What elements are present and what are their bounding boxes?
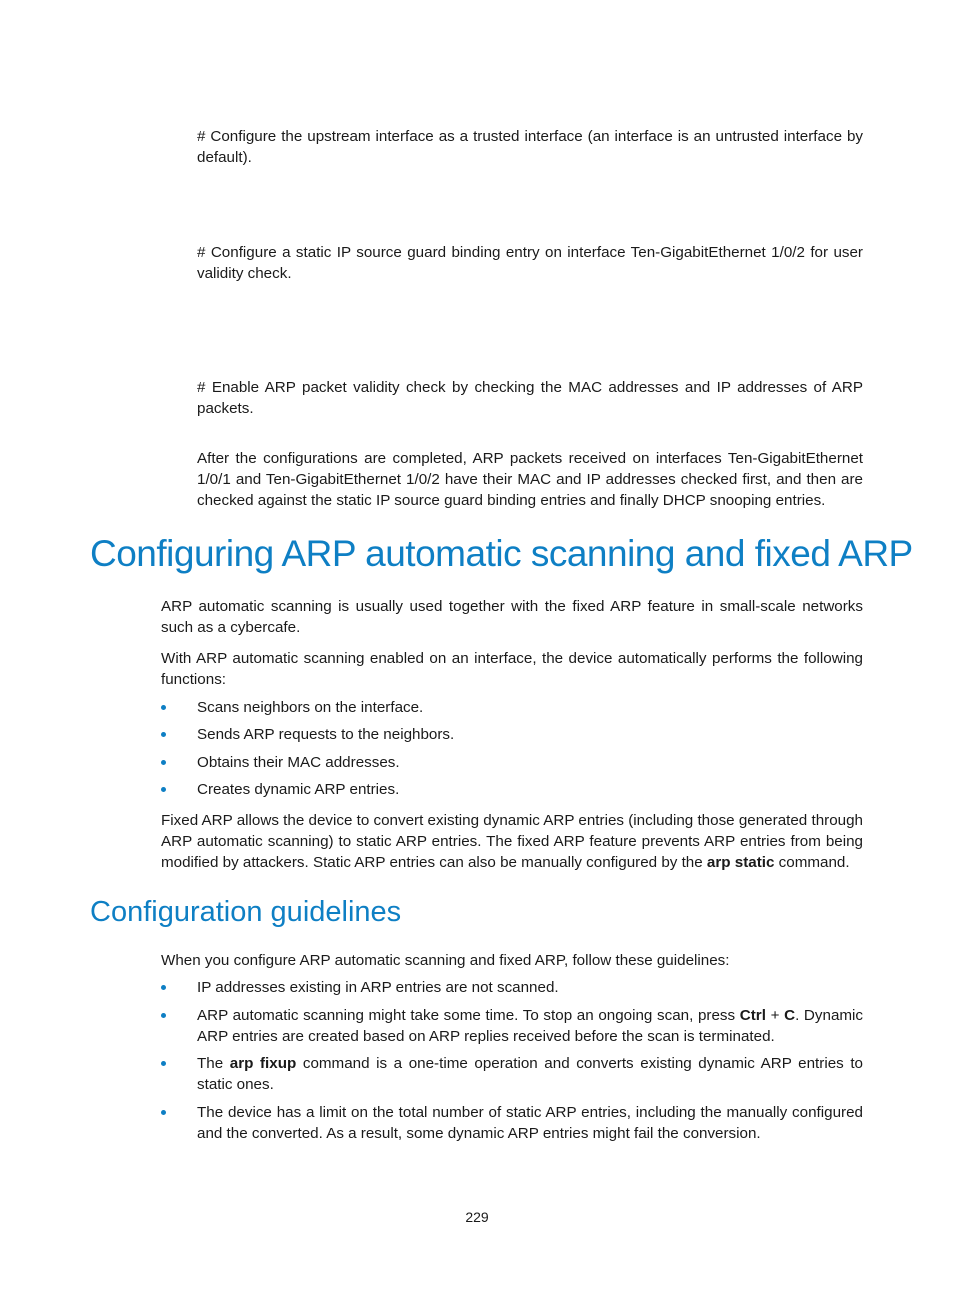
list-item-text: Obtains their MAC addresses. xyxy=(197,754,400,771)
fixed-arp-text: Fixed ARP allows the device to convert existing dynamic ARP entries (including those generated through ARP automatic scanning) to static ARP entries. The fixed ARP feature prevents ARP entries from being modified by attackers. Static ARP entries can also be manually configured by the xyxy=(161,812,863,871)
plus-sign: + xyxy=(765,1007,785,1024)
guideline-text-end: . Dynamic ARP entries are created based on ARP replies received before the scan is terminated. xyxy=(197,1007,864,1045)
result-paragraph: After the configurations are completed, ARP packets received on interfaces Ten-GigabitEthernet 1/0/1 and Ten-GigabitEthernet 1/0/2 have their MAC and IP addresses checked first, and then are checked against the static IP source guard binding entries and finally DHCP snooping entries. xyxy=(197,450,863,509)
bullet-icon xyxy=(161,1061,166,1066)
list-item-text: Creates dynamic ARP entries. xyxy=(197,781,400,798)
list-item-text xyxy=(197,1005,863,1047)
c-key: C xyxy=(784,1007,796,1024)
guidelines-heading: Configuration guidelines xyxy=(90,896,402,928)
ctrl-key: Ctrl xyxy=(739,1007,766,1024)
intro-paragraph: ARP automatic scanning is usually used together with the fixed ARP feature in small-scale networks such as a cybercafe. xyxy=(161,598,863,636)
bullet-icon xyxy=(161,760,166,765)
bullet-icon xyxy=(161,705,166,710)
list-item-text xyxy=(197,1053,863,1095)
bullet-icon xyxy=(161,732,166,737)
fixed-arp-text-end: command. xyxy=(774,854,850,871)
bullet-icon xyxy=(161,1110,166,1115)
step-arp-validity-check: # Enable ARP packet validity check by checking the MAC addresses and IP addresses of ARP packets. xyxy=(197,379,863,417)
bullet-icon xyxy=(161,1013,166,1018)
guideline-text: ARP automatic scanning might take some time. To stop an ongoing scan, press xyxy=(197,1007,740,1024)
list-item-text: Sends ARP requests to the neighbors. xyxy=(197,726,455,743)
list-item-text: Scans neighbors on the interface. xyxy=(197,699,424,716)
arp-fixup-command: arp fixup xyxy=(229,1055,297,1072)
step-static-binding: # Configure a static IP source guard binding entry on interface Ten-GigabitEthernet 1/0/2 for user validity check. xyxy=(197,244,863,282)
functions-intro: With ARP automatic scanning enabled on an interface, the device automatically performs the following functions: xyxy=(161,650,863,688)
guideline-text: The xyxy=(197,1055,230,1072)
list-item-text: The device has a limit on the total number of static ARP entries, including the manually configured and the converted. As a result, some dynamic ARP entries might fail the conversion. xyxy=(197,1104,863,1142)
guideline-text-end: command is a one-time operation and converts existing dynamic ARP entries to static ones. xyxy=(197,1055,863,1093)
bullet-icon xyxy=(161,985,166,990)
page-number: 229 xyxy=(465,1209,489,1225)
step-trusted-interface: # Configure the upstream interface as a trusted interface (an interface is an untrusted interface by default). xyxy=(197,128,863,166)
section-heading: Configuring ARP automatic scanning and fixed ARP xyxy=(90,533,913,574)
list-item-text: IP addresses existing in ARP entries are not scanned. xyxy=(197,979,559,996)
fixed-arp-paragraph xyxy=(161,810,863,873)
arp-static-command: arp static xyxy=(706,854,775,871)
bullet-icon xyxy=(161,787,166,792)
guidelines-intro: When you configure ARP automatic scanning and fixed ARP, follow these guidelines: xyxy=(161,952,730,969)
